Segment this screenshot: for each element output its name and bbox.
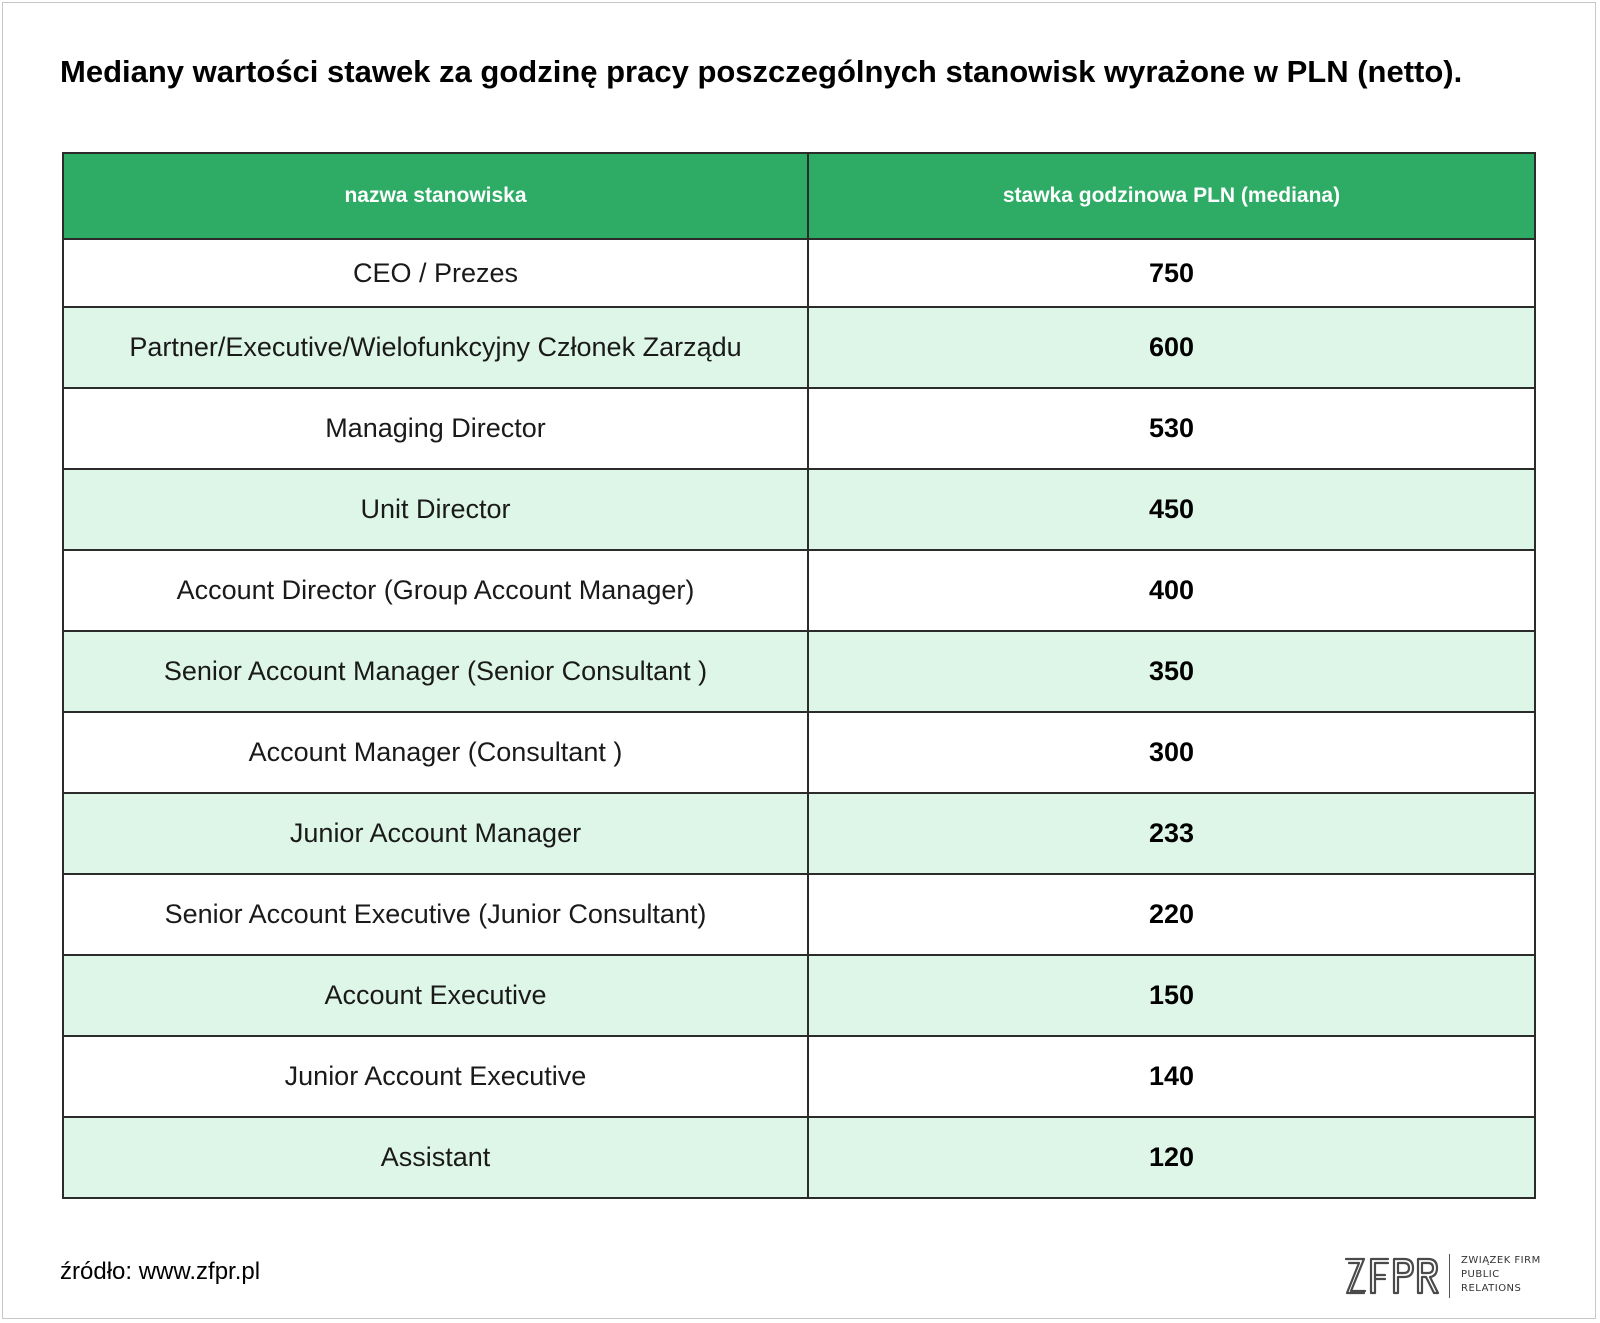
header-row [63, 153, 1535, 239]
logo-line: ZWIĄZEK FIRM [1461, 1255, 1541, 1266]
page-title: Mediany wartości stawek za godzinę pracy poszczególnych stanowisk wyrażone w PLN (netto). [60, 54, 1463, 89]
rate-cell: 120 [808, 1117, 1535, 1198]
table-row [63, 307, 1535, 388]
position-cell: Managing Director [63, 388, 808, 469]
rate-cell: 220 [808, 874, 1535, 955]
logo-divider [1449, 1254, 1450, 1298]
table-row [63, 1036, 1535, 1117]
rate-cell: 530 [808, 388, 1535, 469]
table-row [63, 388, 1535, 469]
table-row [63, 955, 1535, 1036]
zfpr-logo [1344, 1252, 1540, 1300]
table-row [63, 631, 1535, 712]
rate-cell: 150 [808, 955, 1535, 1036]
position-cell: Partner/Executive/Wielofunkcyjny Członek Zarządu [63, 307, 808, 388]
rate-cell: 400 [808, 550, 1535, 631]
rate-cell: 233 [808, 793, 1535, 874]
position-cell: Assistant [63, 1117, 808, 1198]
column-header-rate: stawka godzinowa PLN (mediana) [808, 153, 1535, 239]
position-cell: CEO / Prezes [63, 239, 808, 307]
table-row [63, 239, 1535, 307]
logo-line: PUBLIC [1461, 1269, 1500, 1280]
position-cell: Account Manager (Consultant ) [63, 712, 808, 793]
table-row [63, 712, 1535, 793]
table-row [63, 874, 1535, 955]
position-cell: Account Executive [63, 955, 808, 1036]
position-cell: Senior Account Executive (Junior Consultant) [63, 874, 808, 955]
table-row [63, 793, 1535, 874]
position-cell: Junior Account Manager [63, 793, 808, 874]
table-row [63, 1117, 1535, 1198]
rate-cell: 750 [808, 239, 1535, 307]
source-note: źródło: www.zfpr.pl [60, 1258, 261, 1285]
table-header [63, 153, 1535, 239]
table-row [63, 550, 1535, 631]
zfpr-logo-mark [1344, 1256, 1440, 1296]
rate-cell: 450 [808, 469, 1535, 550]
logo-wordmark [1461, 1254, 1541, 1296]
rate-cell: 300 [808, 712, 1535, 793]
logo-line: RELATIONS [1461, 1283, 1522, 1294]
rate-cell: 350 [808, 631, 1535, 712]
table-row [63, 469, 1535, 550]
table-body [63, 239, 1535, 1198]
rate-cell: 140 [808, 1036, 1535, 1117]
position-cell: Junior Account Executive [63, 1036, 808, 1117]
position-cell: Account Director (Group Account Manager) [63, 550, 808, 631]
position-cell: Unit Director [63, 469, 808, 550]
column-header-position: nazwa stanowiska [63, 153, 808, 239]
rates-table [62, 152, 1536, 1199]
rate-cell: 600 [808, 307, 1535, 388]
position-cell: Senior Account Manager (Senior Consultant ) [63, 631, 808, 712]
